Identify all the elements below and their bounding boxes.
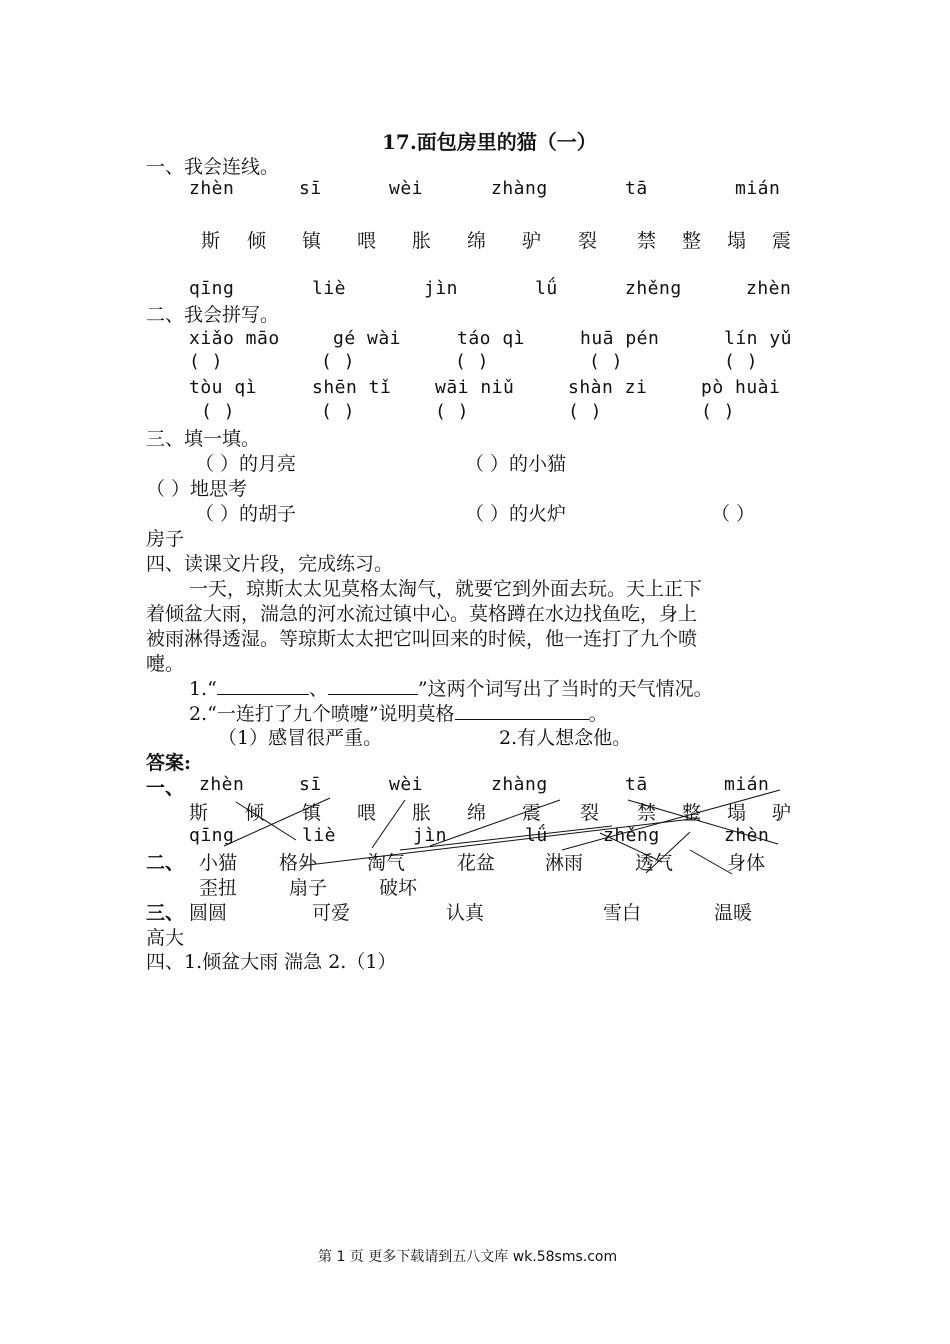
s1-char: 喂 (357, 230, 377, 252)
s1-bottom-pinyin: liè (312, 278, 347, 299)
a1-bottom-pinyin: zhèn (724, 825, 770, 846)
answers-heading: 答案: (146, 752, 192, 774)
question-1-suffix: ”这两个词写出了当时的天气情况。 (417, 678, 713, 700)
fill-item: （ ）地思考 (146, 478, 248, 500)
a1-top-pinyin: mián (724, 774, 770, 795)
a1-char: 镇 (302, 802, 322, 824)
s1-top-pinyin: wèi (389, 178, 424, 199)
a1-bottom-pinyin: liè (302, 825, 337, 846)
answer-blank: ( ) (589, 351, 624, 372)
fill-item: 房子 (146, 528, 185, 550)
answer-blank: ( ) (455, 351, 490, 372)
s1-char: 整 (682, 230, 702, 252)
connector-line (372, 800, 405, 848)
s1-bottom-pinyin: jìn (424, 278, 459, 299)
question-1-sep: 、 (308, 678, 328, 700)
section4-heading: 四、读课文片段，完成练习。 (146, 553, 394, 575)
a3-word: 圆圆 (189, 902, 228, 924)
fill-item: （ ）的小猫 (465, 453, 567, 475)
answer-blank: ( ) (189, 351, 224, 372)
connector-line (236, 802, 296, 840)
a2-word: 歪扭 (199, 877, 238, 899)
a1-char: 倾 (245, 802, 265, 824)
a1-char: 禁 (637, 802, 657, 824)
a1-top-pinyin: tā (625, 774, 648, 795)
connector-line (628, 800, 778, 844)
a1-char: 斯 (189, 802, 209, 824)
section3-heading: 三、填一填。 (146, 428, 261, 450)
s1-bottom-pinyin: qīng (189, 278, 235, 299)
section2-heading: 二、我会拼写。 (146, 304, 280, 326)
a1-char: 整 (682, 802, 702, 824)
s1-bottom-pinyin: zhěng (625, 278, 682, 299)
a2-word: 淋雨 (545, 852, 584, 874)
s1-char: 绵 (467, 230, 487, 252)
connector-line (690, 850, 732, 874)
passage-line: 一天，琼斯太太见莫格太淘气，就要它到外面去玩。天上正下 (189, 578, 703, 600)
answer-blank: ( ) (568, 401, 603, 422)
s1-char: 驴 (522, 230, 542, 252)
s1-char: 塌 (727, 230, 747, 252)
answer-blank: ( ) (201, 401, 236, 422)
question-2-prefix: 2.“一连打了九个喷嚏”说明莫格 (189, 703, 455, 725)
answer-blank: ( ) (701, 401, 736, 422)
fill-item: （ ）的火炉 (465, 503, 567, 525)
section1-heading: 一、我会连线。 (146, 156, 280, 178)
option-2: 2.有人想念他。 (499, 727, 632, 749)
a3-word: 雪白 (603, 902, 642, 924)
s2-pinyin: shēn tǐ (312, 377, 392, 398)
answer-blank: ( ) (724, 351, 759, 372)
page-title: 17.面包房里的猫（一） (382, 130, 597, 154)
a1-bottom-pinyin: qīng (189, 825, 235, 846)
a3-word: 高大 (146, 927, 185, 949)
s1-top-pinyin: tā (625, 178, 648, 199)
a3-word: 认真 (446, 902, 485, 924)
answer3-label: 三、 (146, 902, 185, 924)
s1-char: 胀 (412, 230, 432, 252)
connector-line (562, 790, 780, 850)
s1-char: 裂 (578, 230, 598, 252)
a1-char: 裂 (580, 802, 600, 824)
s1-char: 斯 (201, 230, 221, 252)
a1-char: 绵 (467, 802, 487, 824)
a1-bottom-pinyin: jìn (413, 825, 448, 846)
fill-item: （ ） (711, 503, 756, 525)
a3-word: 温暖 (714, 902, 753, 924)
connector-line (300, 818, 700, 866)
passage-line: 嚏。 (146, 653, 185, 675)
s1-char: 禁 (637, 230, 657, 252)
connector-line (600, 833, 662, 862)
question-2-suffix: 。 (588, 703, 608, 725)
s1-top-pinyin: zhàng (491, 178, 548, 199)
passage-line: 被雨淋得透湿。等琼斯太太把它叫回来的时候，他一连打了九个喷 (146, 628, 698, 650)
answer1-label: 一、 (146, 777, 185, 799)
s1-bottom-pinyin: zhèn (746, 278, 792, 299)
s1-char: 镇 (302, 230, 322, 252)
fill-item: （ ）的胡子 (195, 503, 297, 525)
answer-blank: ( ) (321, 351, 356, 372)
s1-top-pinyin: mián (735, 178, 781, 199)
s1-top-pinyin: sī (299, 178, 322, 199)
a1-char: 震 (522, 802, 542, 824)
s2-pinyin: gé wài (333, 328, 402, 349)
s1-char: 倾 (247, 230, 267, 252)
connector-line (224, 798, 330, 846)
connector-line (646, 832, 690, 873)
a2-word: 小猫 (199, 852, 238, 874)
a3-word: 可爱 (312, 902, 351, 924)
s2-pinyin: lín yǔ (724, 328, 793, 349)
answer2-label: 二、 (146, 852, 185, 874)
answer-blank: ( ) (435, 401, 470, 422)
s2-pinyin: shàn zi (568, 377, 648, 398)
a2-word: 扇子 (289, 877, 328, 899)
a1-top-pinyin: sī (299, 774, 322, 795)
s2-pinyin: huā pén (580, 328, 660, 349)
s1-top-pinyin: zhèn (189, 178, 235, 199)
passage-line: 着倾盆大雨，湍急的河水流过镇中心。莫格蹲在水边找鱼吃，身上 (146, 603, 698, 625)
a2-word: 透气 (635, 852, 674, 874)
s1-bottom-pinyin: lǘ (535, 278, 558, 299)
page-footer: 第 1 页 更多下载请到五八文库 wk.58sms.com (318, 1249, 618, 1265)
s2-pinyin: xiǎo māo (189, 328, 280, 349)
a1-top-pinyin: zhàng (491, 774, 548, 795)
fill-item: （ ）的月亮 (195, 453, 297, 475)
a1-top-pinyin: wèi (389, 774, 424, 795)
a1-bottom-pinyin: lǘ (525, 825, 548, 846)
option-1: （1）感冒很严重。 (218, 727, 383, 749)
a1-char: 喂 (357, 802, 377, 824)
question-1-prefix: 1.“ (189, 678, 217, 700)
a2-word: 淘气 (367, 852, 406, 874)
answer4: 四、1.倾盆大雨 湍急 2.（1） (146, 951, 397, 973)
a1-bottom-pinyin: zhěng (603, 825, 660, 846)
s1-char: 震 (772, 230, 792, 252)
s2-pinyin: tòu qì (189, 377, 258, 398)
a2-word: 破坏 (379, 877, 418, 899)
connector-line (400, 826, 612, 850)
a2-word: 身体 (727, 852, 766, 874)
a2-word: 格外 (279, 852, 318, 874)
a1-char: 驴 (772, 802, 792, 824)
s2-pinyin: pò huài (701, 377, 781, 398)
s2-pinyin: wāi niǔ (435, 377, 515, 398)
a1-char: 塌 (727, 802, 747, 824)
s2-pinyin: táo qì (457, 328, 526, 349)
a1-char: 胀 (412, 802, 432, 824)
answer-blank: ( ) (321, 401, 356, 422)
a1-top-pinyin: zhèn (199, 774, 245, 795)
a2-word: 花盆 (457, 852, 496, 874)
